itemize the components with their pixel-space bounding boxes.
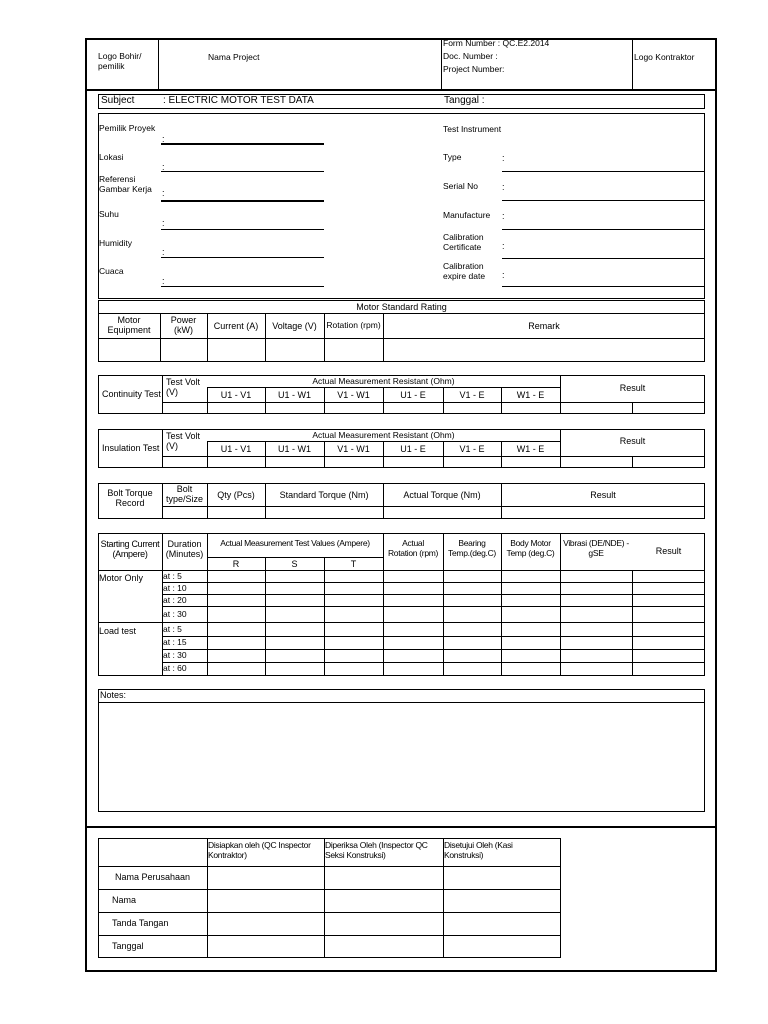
- bolt-col-result: Result: [590, 490, 616, 500]
- duration-cell: at : 30: [163, 650, 187, 660]
- cal-expire-label: Calibration expire date: [443, 261, 486, 281]
- continuity-col-line: [560, 375, 561, 414]
- approval-row-company: Nama Perusahaan: [114, 872, 191, 882]
- approved-by-header: Disetujui Oleh (Kasi Konstruksi): [444, 840, 513, 860]
- project-number: Project Number:: [443, 64, 505, 74]
- subject-value: : ELECTRIC MOTOR TEST DATA: [163, 95, 314, 106]
- bolt-col-line: [265, 483, 266, 519]
- insulation-col-line: [162, 429, 163, 468]
- owner-label: Pemilik Proyek: [99, 123, 156, 133]
- bolt-col-standard: Standard Torque (Nm): [279, 490, 369, 500]
- rating-title: Motor Standard Rating: [356, 302, 447, 312]
- subject-label: Subject: [101, 95, 135, 106]
- insulation-col-line: [560, 429, 561, 468]
- logo-owner-label: Logo Bohir/ pemilik: [98, 51, 142, 71]
- colon: :: [162, 247, 165, 257]
- insulation-col-line: [632, 456, 633, 468]
- continuity-col-v1w1: V1 - W1: [337, 390, 370, 400]
- starting-rule: [207, 557, 383, 558]
- bolt-col-line: [207, 483, 208, 519]
- rating-col-voltage: Voltage (V): [272, 321, 317, 331]
- insulation-col-u1w1: U1 - W1: [277, 444, 311, 454]
- prepared-by-header: Disiapkan oleh (QC Inspector Kontraktor): [208, 840, 311, 860]
- manufacture-field[interactable]: [502, 229, 705, 230]
- approval-rule: [98, 935, 561, 936]
- continuity-col-line: [632, 402, 633, 414]
- reference-label: Referensi Gambar Kerja: [99, 174, 152, 194]
- starting-col-bearing: Bearing Temp.(deg.C): [448, 538, 496, 558]
- continuity-group-header: Actual Measurement Resistant (Ohm): [312, 376, 455, 386]
- location-field[interactable]: [161, 171, 324, 172]
- type-field[interactable]: [502, 171, 705, 172]
- colon: :: [502, 241, 505, 251]
- rating-col-rotation: Rotation (rpm): [326, 320, 381, 330]
- starting-col-r: R: [232, 559, 240, 569]
- colon: :: [162, 134, 165, 144]
- insulation-rule: [162, 456, 705, 457]
- starting-col-body: Body Motor Temp (deg.C): [506, 538, 555, 558]
- insulation-test-volt: Test Volt (V): [166, 431, 201, 452]
- continuity-result: Result: [619, 383, 646, 393]
- insulation-rule: [207, 441, 560, 442]
- starting-col-s: S: [291, 559, 298, 569]
- duration-cell: at : 60: [163, 663, 187, 673]
- approval-rule: [98, 889, 561, 890]
- starting-col-vibrasi: Vibrasi (DE/NDE) - gSE: [563, 538, 629, 558]
- colon: :: [162, 162, 165, 172]
- notes-box[interactable]: [98, 689, 705, 812]
- bolt-rule: [162, 506, 705, 507]
- colon: :: [502, 153, 505, 163]
- motor-only-label: Motor Only: [99, 573, 144, 583]
- rating-col-current: Current (A): [213, 321, 259, 331]
- starting-col-current: Starting Current (Ampere): [100, 539, 160, 560]
- weather-field[interactable]: [161, 286, 324, 287]
- starting-col-t: T: [350, 559, 357, 569]
- starting-col-line: [324, 557, 325, 676]
- bolt-col-line: [501, 483, 502, 519]
- serial-field[interactable]: [502, 200, 705, 201]
- project-info-box: [98, 113, 705, 299]
- owner-field[interactable]: [161, 143, 324, 145]
- insulation-col-w1e: W1 - E: [516, 444, 545, 454]
- test-instrument-label: Test Instrument: [443, 124, 502, 134]
- rating-rule: [98, 338, 705, 339]
- continuity-col-u1e: U1 - E: [400, 390, 426, 400]
- approval-row-signature: Tanda Tangan: [112, 918, 169, 928]
- reference-field[interactable]: [161, 200, 324, 202]
- humidity-label: Humidity: [99, 238, 133, 248]
- weather-label: Cuaca: [99, 266, 124, 276]
- starting-col-line: [265, 557, 266, 676]
- approval-rule: [98, 912, 561, 913]
- starting-col-line: [632, 570, 633, 676]
- starting-col-actual: Actual Measurement Test Values (Ampere): [220, 538, 370, 548]
- cal-cert-field[interactable]: [502, 258, 705, 259]
- form-number: Form Number : QC.E2.2014: [443, 38, 550, 48]
- insulation-col-u1v1: U1 - V1: [220, 444, 252, 454]
- bolt-col-record: Bolt Torque Record: [107, 488, 153, 509]
- starting-rule: [162, 594, 705, 595]
- starting-rule: [162, 606, 705, 607]
- load-test-label: Load test: [99, 626, 137, 636]
- header-divider: [158, 39, 159, 89]
- project-name-label: Nama Project: [208, 52, 260, 62]
- starting-col-duration: Duration (Minutes): [165, 539, 204, 560]
- notes-rule: [98, 702, 705, 703]
- continuity-col-u1w1: U1 - W1: [277, 390, 311, 400]
- duration-cell: at : 5: [163, 571, 182, 581]
- colon: :: [162, 188, 165, 198]
- starting-rule: [98, 570, 705, 571]
- approval-row-name: Nama: [112, 895, 137, 905]
- temperature-field[interactable]: [161, 229, 324, 230]
- colon: :: [162, 276, 165, 286]
- manufacture-label: Manufacture: [443, 210, 491, 220]
- insulation-group-header: Actual Measurement Resistant (Ohm): [312, 430, 455, 440]
- duration-cell: at : 5: [163, 624, 182, 634]
- insulation-col-v1e: V1 - E: [459, 444, 485, 454]
- rating-col-remark: Remark: [528, 321, 560, 331]
- logo-contractor-label: Logo Kontraktor: [634, 52, 695, 62]
- cal-cert-label: Calibration Certificate: [443, 232, 484, 252]
- serial-label: Serial No: [443, 181, 478, 191]
- starting-col-line: [207, 533, 208, 676]
- continuity-label: Continuity Test: [102, 389, 161, 399]
- colon: :: [502, 182, 505, 192]
- duration-cell: at : 10: [163, 583, 187, 593]
- doc-number: Doc. Number :: [443, 51, 498, 61]
- bolt-col-line: [383, 483, 384, 519]
- continuity-col-w1e: W1 - E: [516, 390, 545, 400]
- duration-cell: at : 15: [163, 637, 187, 647]
- bolt-col-actual: Actual Torque (Nm): [403, 490, 481, 500]
- cal-expire-field[interactable]: [502, 286, 705, 287]
- location-label: Lokasi: [99, 152, 124, 162]
- insulation-result: Result: [619, 436, 646, 446]
- signature-divider: [86, 826, 716, 828]
- humidity-field[interactable]: [161, 257, 324, 258]
- colon: :: [502, 211, 505, 221]
- colon: :: [502, 270, 505, 280]
- bolt-col-type: Bolt type/Size: [165, 484, 204, 505]
- continuity-test-volt: Test Volt (V): [166, 377, 201, 398]
- continuity-col-line: [162, 375, 163, 414]
- temperature-label: Suhu: [99, 209, 119, 219]
- colon: :: [162, 218, 165, 228]
- header-divider: [632, 39, 633, 89]
- starting-rule: [162, 636, 705, 637]
- notes-label: Notes:: [100, 690, 127, 700]
- continuity-col-v1e: V1 - E: [459, 390, 485, 400]
- continuity-rule: [207, 387, 560, 388]
- continuity-col-u1v1: U1 - V1: [220, 390, 252, 400]
- starting-col-result: Result: [655, 546, 682, 556]
- type-label: Type: [443, 152, 462, 162]
- rating-col-power: Power (kW): [170, 315, 197, 336]
- header-divider: [441, 39, 442, 89]
- insulation-label: Insulation Test: [102, 443, 160, 453]
- starting-rule: [98, 622, 705, 623]
- duration-cell: at : 20: [163, 595, 187, 605]
- duration-cell: at : 30: [163, 609, 187, 619]
- continuity-rule: [162, 402, 705, 403]
- checked-by-header: Diperiksa Oleh (Inspector QC Seksi Konstruksi): [325, 840, 428, 860]
- header-bottom-line: [86, 89, 716, 91]
- date-label: Tanggal :: [444, 95, 485, 106]
- starting-rule: [162, 649, 705, 650]
- approval-row-date: Tanggal: [112, 941, 144, 951]
- insulation-col-u1e: U1 - E: [400, 444, 426, 454]
- starting-col-rotation: Actual Rotation (rpm): [387, 538, 439, 558]
- rating-col-motor: Motor Equipment: [107, 315, 151, 336]
- bolt-col-qty: Qty (Pcs): [217, 490, 255, 500]
- starting-rule: [162, 662, 705, 663]
- rating-rule: [98, 313, 705, 314]
- approval-rule: [98, 866, 561, 867]
- insulation-col-v1w1: V1 - W1: [337, 444, 370, 454]
- starting-rule: [162, 582, 705, 583]
